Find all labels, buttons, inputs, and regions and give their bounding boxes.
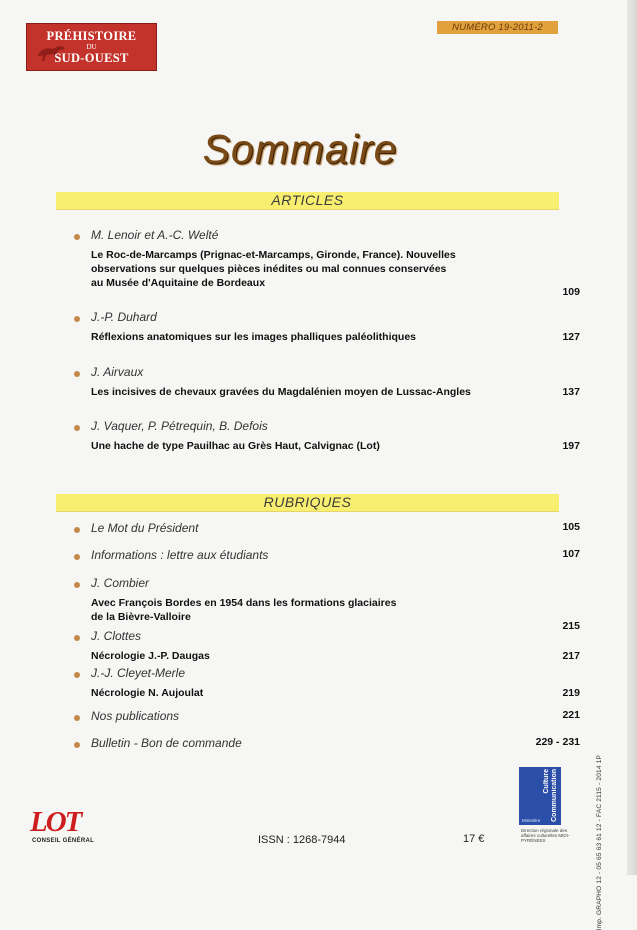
page-number: 197	[562, 440, 580, 452]
communication-label: Communication	[551, 769, 558, 822]
logo-line3: SUD-OUEST	[54, 51, 129, 65]
bullet-icon	[74, 554, 80, 560]
entry-author: M. Lenoir et A.-C. Welté	[91, 228, 219, 242]
price: 17 €	[463, 833, 485, 845]
entry-heading: Informations : lettre aux étudiants	[91, 548, 269, 562]
culture-label: Culture	[543, 769, 550, 794]
drac-text: Direction régionale des affaires culturelles MIDI-PYRÉNÉES	[521, 828, 570, 843]
page-number: 229 - 231	[535, 736, 580, 748]
entry-author: J. Airvaux	[91, 365, 144, 379]
issue-number: NUMÉRO 19-2011-2	[437, 21, 558, 34]
page-number: 215	[562, 620, 580, 632]
articles-banner: ARTICLES	[56, 192, 559, 209]
bullet-icon	[74, 316, 80, 322]
logo-line2: DU	[86, 43, 97, 51]
rubriques-banner: RUBRIQUES	[56, 494, 559, 511]
bullet-icon	[74, 527, 80, 533]
rubriques-rule	[56, 511, 559, 512]
page-number: 109	[562, 286, 580, 298]
entry-title-line: Nécrologie N. Aujoulat	[91, 687, 204, 699]
bullet-icon	[74, 635, 80, 641]
bullet-icon	[74, 715, 80, 721]
entry-title-line: Les incisives de chevaux gravées du Magdalénien moyen de Lussac-Angles	[91, 386, 471, 398]
entry-title-line: Une hache de type Pauilhac au Grès Haut, Calvignac (Lot)	[91, 440, 380, 452]
lot-logo-subtitle: CONSEIL GÉNÉRAL	[32, 838, 95, 844]
entry-heading: Nos publications	[91, 709, 180, 723]
page-number: 137	[562, 386, 580, 398]
bullet-icon	[74, 742, 80, 748]
page-number: 219	[562, 687, 580, 699]
entry-heading: Bulletin - Bon de commande	[91, 736, 242, 750]
entry-author: J. Clottes	[91, 629, 142, 643]
journal-logo	[26, 23, 157, 71]
entry-title-line: de la Bièvre-Valloire	[91, 611, 191, 623]
entry-title-line: au Musée d'Aquitaine de Bordeaux	[91, 277, 266, 289]
issn: ISSN : 1268-7944	[258, 834, 346, 846]
entry-heading: Le Mot du Président	[91, 521, 199, 535]
entry-title-line: Réflexions anatomiques sur les images phalliques paléolithiques	[91, 331, 417, 343]
entry-author: J. Vaquer, P. Pétrequin, B. Defois	[91, 419, 268, 433]
bullet-icon	[74, 425, 80, 431]
lot-logo	[30, 808, 110, 850]
culture-ministry-logo	[519, 767, 561, 825]
page-title: Sommaire	[202, 126, 398, 172]
lot-logo-text: LOT	[30, 806, 81, 838]
articles-rule	[56, 209, 559, 210]
entry-title-line: Le Roc-de-Marcamps (Prignac-et-Marcamps, Gironde, France). Nouvelles	[91, 249, 456, 261]
logo-line1: PRÉHISTOIRE	[46, 29, 137, 43]
page-number: 105	[562, 521, 580, 533]
page-number: 217	[562, 650, 580, 662]
entry-author: J.-J. Cleyet-Merle	[91, 666, 186, 680]
bullet-icon	[74, 672, 80, 678]
page-number: 221	[562, 709, 580, 721]
bullet-icon	[74, 234, 80, 240]
bullet-icon	[74, 582, 80, 588]
ministere-label: Ministère	[522, 818, 541, 823]
page-number: 107	[562, 548, 580, 560]
entry-title-line: Nécrologie J.-P. Daugas	[91, 650, 210, 662]
page-number: 127	[562, 331, 580, 343]
page-edge	[627, 0, 637, 875]
entry-title-line: observations sur quelques pièces inédites ou mal connues conservées	[91, 263, 447, 275]
bullet-icon	[74, 371, 80, 377]
entry-title-line: Avec François Bordes en 1954 dans les formations glaciaires	[91, 597, 397, 609]
printer-code: Imp. GRAPHO 12 - 05 65 63 61 12 - FAC 2115 - 2014 1P	[596, 755, 603, 930]
entry-author: J. Combier	[91, 576, 150, 590]
entry-author: J.-P. Duhard	[91, 310, 157, 324]
